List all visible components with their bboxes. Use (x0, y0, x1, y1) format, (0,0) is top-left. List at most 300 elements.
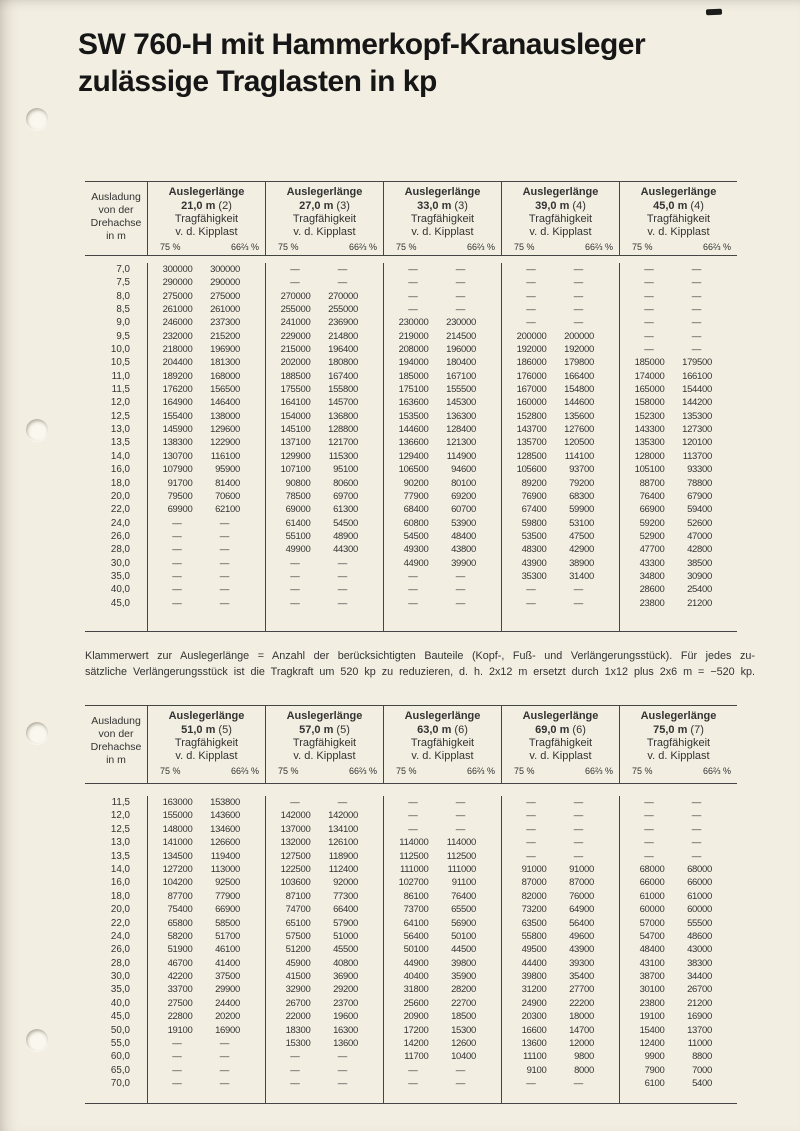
load-cell: 69200 (451, 490, 476, 502)
group-cells (501, 1010, 619, 1023)
group-cells (265, 983, 383, 996)
load-cell: — (290, 597, 300, 609)
load-cell: 22200 (569, 997, 594, 1009)
group-cells (383, 876, 501, 889)
group-cells (147, 583, 265, 596)
group-cells (383, 383, 501, 396)
load-cell: — (290, 1051, 300, 1063)
load-cell: 65100 (285, 917, 311, 929)
outreach-cell: 70,0 (110, 1078, 130, 1090)
group-cells (147, 503, 265, 516)
load-cell: 44400 (521, 957, 547, 969)
outreach-cell: 35,0 (110, 984, 130, 996)
load-cell: 152300 (634, 410, 665, 422)
load-cell: 180800 (328, 357, 358, 369)
load-cell: — (644, 264, 654, 275)
outreach-cell: 65,0 (110, 1064, 130, 1076)
group-cells (147, 463, 265, 476)
group-cells (147, 263, 265, 276)
load-cell: — (172, 570, 182, 582)
group-cells (501, 597, 619, 610)
outreach-cell: 28,0 (110, 957, 130, 969)
load-cell: 5400 (692, 1078, 712, 1090)
group-cells (619, 597, 737, 610)
load-cell: — (290, 570, 300, 582)
load-cell: 214800 (328, 330, 358, 342)
load-cell: — (290, 1078, 300, 1090)
group-cells (501, 503, 619, 516)
load-cell: 16900 (687, 1011, 712, 1023)
group-cells (265, 530, 383, 543)
load-cell: 166400 (564, 370, 594, 382)
group-part-count: (2) (215, 199, 232, 212)
group-cells (147, 276, 265, 289)
group-cells (501, 543, 619, 556)
load-cell: 89200 (521, 477, 547, 489)
load-cell: 114000 (446, 837, 476, 849)
load-cell: 61400 (285, 517, 311, 529)
load-cell: 56400 (403, 930, 429, 942)
table-body (85, 784, 737, 1103)
group-subtitle: v. d. Kipplast (529, 226, 592, 238)
footnote-line-1: Klammerwert zur Auslegerlänge = Anzahl der berücksichtigten Bauteile (Kopf-, Fuß- und Verlängerungsstück). Für jedes zu- (85, 650, 755, 662)
load-cell: 12600 (451, 1038, 476, 1050)
load-cell: 102700 (398, 877, 429, 889)
load-cell: 49600 (569, 930, 594, 942)
load-cell: 194000 (398, 357, 429, 369)
group-cells (265, 290, 383, 303)
percent-label: 66⅔ % (702, 242, 731, 252)
group-cells (501, 410, 619, 423)
table-row (85, 316, 737, 329)
group-cells (383, 477, 501, 490)
load-cell: 77900 (403, 490, 429, 502)
column-group-header (147, 182, 265, 255)
group-cells (383, 1050, 501, 1063)
table-row (85, 477, 737, 490)
row-axis-header-line: Drehachse (90, 217, 142, 229)
load-cell: — (219, 530, 229, 542)
group-part-count: (3) (333, 199, 350, 212)
group-cells (265, 557, 383, 570)
group-part-count: (4) (687, 199, 704, 212)
percent-label: 75 % (514, 766, 535, 776)
column-group-header (501, 182, 619, 255)
load-cell: 31800 (403, 984, 429, 996)
load-cell: 174000 (634, 370, 665, 382)
group-cells (619, 863, 737, 876)
group-cells (383, 356, 501, 369)
load-cell: — (455, 823, 465, 835)
group-cells (147, 970, 265, 983)
load-cell: 218000 (162, 344, 193, 356)
load-cell: — (644, 304, 654, 316)
outreach-cell: 13,5 (110, 850, 130, 862)
load-cell: 68000 (687, 863, 712, 875)
load-cell: 66000 (687, 877, 712, 889)
load-cell: 15300 (451, 1024, 476, 1036)
group-length (502, 200, 619, 214)
load-cell: 10400 (451, 1051, 476, 1063)
group-cells (147, 396, 265, 409)
table-row (85, 809, 737, 822)
load-cell: 80600 (333, 477, 358, 489)
load-cell: 69900 (167, 504, 193, 516)
load-cell (384, 1091, 443, 1103)
load-cell: 52900 (639, 530, 665, 542)
load-cell: 128400 (446, 424, 476, 436)
load-cell: — (408, 570, 418, 582)
group-cells (147, 436, 265, 449)
load-cell: 73200 (521, 904, 547, 916)
group-cells (147, 610, 265, 631)
outreach-cell: 45,0 (110, 1011, 130, 1023)
group-cells (501, 1064, 619, 1077)
group-cells (265, 423, 383, 436)
outreach-cell: 40,0 (110, 997, 130, 1009)
load-cell: 164100 (280, 397, 311, 409)
load-cell: — (455, 810, 465, 822)
load-cell: — (337, 557, 347, 569)
outreach-cell: 16,0 (110, 464, 130, 476)
outreach-cell: 12,0 (110, 810, 130, 822)
group-length (620, 724, 737, 738)
group-length (384, 724, 501, 738)
group-cells (619, 370, 737, 383)
load-cell: 68300 (569, 490, 594, 502)
load-cell (325, 610, 384, 631)
load-cell: — (219, 597, 229, 609)
load-cell: 39300 (569, 957, 594, 969)
load-cell: 61000 (639, 890, 665, 902)
percent-row (502, 242, 619, 252)
footnote (85, 649, 755, 680)
load-cell: 77300 (333, 890, 358, 902)
load-cell: 14200 (403, 1038, 429, 1050)
load-cell: 30100 (639, 984, 665, 996)
group-length-value: 51,0 m (181, 723, 216, 736)
outreach-cell: 50,0 (110, 1024, 130, 1036)
load-cell: 88700 (639, 477, 665, 489)
load-cell: 64100 (403, 917, 429, 929)
load-cell (325, 1091, 384, 1103)
group-cells (501, 490, 619, 503)
load-cell: 78800 (687, 477, 712, 489)
group-cells (619, 570, 737, 583)
punch-hole (26, 419, 48, 441)
load-cell: 43000 (687, 944, 712, 956)
column-group-header (265, 182, 383, 255)
load-cell: 23700 (333, 997, 358, 1009)
group-cells (147, 290, 265, 303)
load-cell: 103600 (280, 877, 311, 889)
group-cells (265, 450, 383, 463)
load-cell: 75400 (167, 904, 193, 916)
load-cell: — (526, 823, 536, 835)
load-cell: 55800 (521, 930, 547, 942)
group-cells (265, 930, 383, 943)
table-row (85, 543, 737, 556)
group-subtitle: Tragfähigkeit (174, 213, 239, 225)
group-cells (501, 917, 619, 930)
load-cell: — (219, 557, 229, 569)
group-cells (147, 1064, 265, 1077)
load-cell: 70600 (215, 490, 240, 502)
group-cells (619, 530, 737, 543)
outreach-cell (85, 1091, 147, 1103)
load-cell: 241000 (280, 317, 311, 329)
group-cells (501, 396, 619, 409)
group-cells (265, 876, 383, 889)
outreach-cell: 8,5 (116, 304, 130, 316)
group-cells (147, 303, 265, 316)
outreach-cell: 22,0 (110, 504, 130, 516)
group-cells (147, 410, 265, 423)
load-cell: — (691, 317, 701, 329)
load-cell: — (219, 1064, 229, 1076)
table-row (85, 890, 737, 903)
group-cells (265, 823, 383, 836)
outreach-cell: 13,0 (110, 424, 130, 436)
percent-row (148, 766, 265, 776)
load-cell: 145300 (446, 397, 476, 409)
load-cell: — (172, 1051, 182, 1063)
group-cells (383, 530, 501, 543)
group-cells (501, 903, 619, 916)
group-cells (265, 1077, 383, 1090)
load-cell: — (455, 304, 465, 316)
group-cells (383, 330, 501, 343)
group-cells (265, 383, 383, 396)
load-cell: 134600 (210, 823, 240, 835)
load-cell: 60000 (687, 904, 712, 916)
load-cell: 9100 (526, 1064, 547, 1076)
load-cell: 35300 (521, 570, 547, 582)
load-cell: 185000 (398, 370, 429, 382)
load-cell: — (408, 797, 418, 808)
group-cells (383, 503, 501, 516)
table-row (85, 983, 737, 996)
load-cell: 200000 (564, 330, 594, 342)
load-cell: — (691, 264, 701, 275)
group-cells (501, 303, 619, 316)
load-cell: 208000 (398, 344, 429, 356)
load-cell: 275000 (162, 290, 193, 302)
load-cell: — (219, 584, 229, 596)
percent-label: 66⅔ % (466, 766, 495, 776)
load-cell: 115300 (328, 450, 358, 462)
load-cell: — (573, 317, 583, 329)
load-cell: 23800 (639, 997, 665, 1009)
group-cells (619, 383, 737, 396)
group-cells (501, 383, 619, 396)
load-cell: 188500 (280, 370, 311, 382)
load-cell: — (644, 317, 654, 329)
column-group-header (501, 706, 619, 783)
load-cell: 45900 (285, 957, 311, 969)
group-cells (147, 490, 265, 503)
group-cells (265, 330, 383, 343)
group-cells (383, 1010, 501, 1023)
load-cell: 127200 (162, 863, 193, 875)
percent-label: 75 % (160, 242, 181, 252)
load-cell: 29900 (215, 984, 240, 996)
load-cell: 270000 (280, 290, 311, 302)
outreach-cell: 14,0 (110, 450, 130, 462)
load-cell: 255000 (280, 304, 311, 316)
load-cell: — (408, 264, 418, 275)
group-subtitle: v. d. Kipplast (293, 226, 356, 238)
table-row (85, 863, 737, 876)
load-cell: 230000 (398, 317, 429, 329)
load-cell: 120500 (564, 437, 594, 449)
load-cell: 137100 (280, 437, 311, 449)
load-cell: 111000 (400, 863, 429, 875)
page-title-line-1: SW 760-H mit Hammerkopf-Kranausleger (78, 28, 646, 61)
load-cell: 176200 (162, 384, 193, 396)
group-cells (265, 1010, 383, 1023)
outreach-cell: 13,5 (110, 437, 130, 449)
group-part-count: (5) (215, 723, 232, 736)
load-cell: 141000 (162, 837, 193, 849)
table-row (85, 850, 737, 863)
group-cells (501, 876, 619, 889)
load-cell: 49900 (285, 544, 311, 556)
group-cells (383, 1037, 501, 1050)
load-cell: 59200 (639, 517, 665, 529)
load-cell: 51900 (167, 944, 193, 956)
column-group-header (147, 706, 265, 783)
load-cell: 127600 (564, 424, 594, 436)
load-cell: 148000 (162, 823, 193, 835)
percent-label: 75 % (160, 766, 181, 776)
load-cell: 180400 (446, 357, 476, 369)
load-cell: 113700 (682, 450, 712, 462)
load-cell: — (644, 277, 654, 289)
load-cell: 66900 (215, 904, 240, 916)
load-cell (266, 610, 325, 631)
load-cell: — (172, 517, 182, 529)
load-cell: 81400 (215, 477, 240, 489)
load-cell: 79200 (569, 477, 594, 489)
group-cells (147, 316, 265, 329)
group-cells (147, 1050, 265, 1063)
table-filler-row (85, 610, 737, 631)
load-cell: 130700 (162, 450, 193, 462)
load-table-upper (85, 181, 737, 632)
load-cell: — (172, 1078, 182, 1090)
table-row (85, 1050, 737, 1063)
group-length-value: 75,0 m (653, 723, 688, 736)
load-cell: 36900 (333, 971, 358, 983)
load-cell: — (290, 797, 300, 808)
group-cells (619, 957, 737, 970)
load-cell: — (408, 1078, 418, 1090)
group-cells (619, 836, 737, 849)
group-cells (383, 903, 501, 916)
load-cell: 127300 (682, 424, 712, 436)
column-group-header (619, 706, 737, 783)
table-row (85, 263, 737, 276)
group-cells (383, 316, 501, 329)
group-cells (619, 1037, 737, 1050)
table-body (85, 256, 737, 631)
load-cell: — (290, 1064, 300, 1076)
load-cell: 91000 (569, 863, 594, 875)
group-cells (619, 410, 737, 423)
group-title: Auslegerlänge (522, 710, 599, 722)
group-title: Auslegerlänge (640, 710, 717, 722)
table-row (85, 917, 737, 930)
load-cell: 48300 (521, 544, 547, 556)
load-cell: — (526, 797, 536, 808)
group-cells (265, 303, 383, 316)
group-part-count: (6) (569, 723, 586, 736)
outreach-cell: 28,0 (110, 544, 130, 556)
load-cell: 91700 (167, 477, 193, 489)
group-cells (501, 517, 619, 530)
group-cells (265, 903, 383, 916)
load-cell: — (573, 810, 583, 822)
load-cell: 76400 (639, 490, 665, 502)
group-cells (265, 477, 383, 490)
table-row (85, 903, 737, 916)
load-cell: — (644, 810, 654, 822)
group-subtitle: v. d. Kipplast (529, 750, 592, 762)
load-cell (443, 610, 502, 631)
load-cell: 14700 (569, 1024, 594, 1036)
load-cell: — (337, 597, 347, 609)
load-cell: 47500 (569, 530, 594, 542)
group-cells (147, 1091, 265, 1103)
group-cells (265, 1064, 383, 1077)
load-cell: 49500 (521, 944, 547, 956)
load-cell: — (219, 544, 229, 556)
load-cell: 90200 (403, 477, 429, 489)
table-header (85, 706, 737, 784)
outreach-cell: 26,0 (110, 530, 130, 542)
load-cell: 39800 (521, 971, 547, 983)
load-cell: 48900 (333, 530, 358, 542)
load-cell: 92500 (215, 877, 240, 889)
group-cells (147, 530, 265, 543)
group-cells (147, 330, 265, 343)
group-length-value: 27,0 m (299, 199, 334, 212)
load-cell: 136800 (328, 410, 358, 422)
load-cell: 275000 (210, 290, 240, 302)
group-cells (147, 423, 265, 436)
load-cell: 181300 (210, 357, 240, 369)
scan-artifact (706, 9, 722, 16)
group-cells (147, 343, 265, 356)
group-part-count: (3) (451, 199, 468, 212)
load-cell: 114000 (399, 837, 429, 849)
load-cell: — (691, 810, 701, 822)
load-cell: 28200 (451, 984, 476, 996)
group-title: Auslegerlänge (168, 710, 245, 722)
load-cell: 8800 (692, 1051, 712, 1063)
load-cell: 128800 (328, 424, 358, 436)
load-cell: 229000 (280, 330, 311, 342)
group-length-value: 57,0 m (299, 723, 334, 736)
group-cells (265, 836, 383, 849)
load-cell: 65800 (167, 917, 193, 929)
column-group-header (383, 182, 501, 255)
load-cell: 142000 (328, 810, 358, 822)
outreach-cell: 24,0 (110, 517, 130, 529)
load-cell: 116100 (210, 450, 240, 462)
load-cell: 95900 (215, 464, 240, 476)
